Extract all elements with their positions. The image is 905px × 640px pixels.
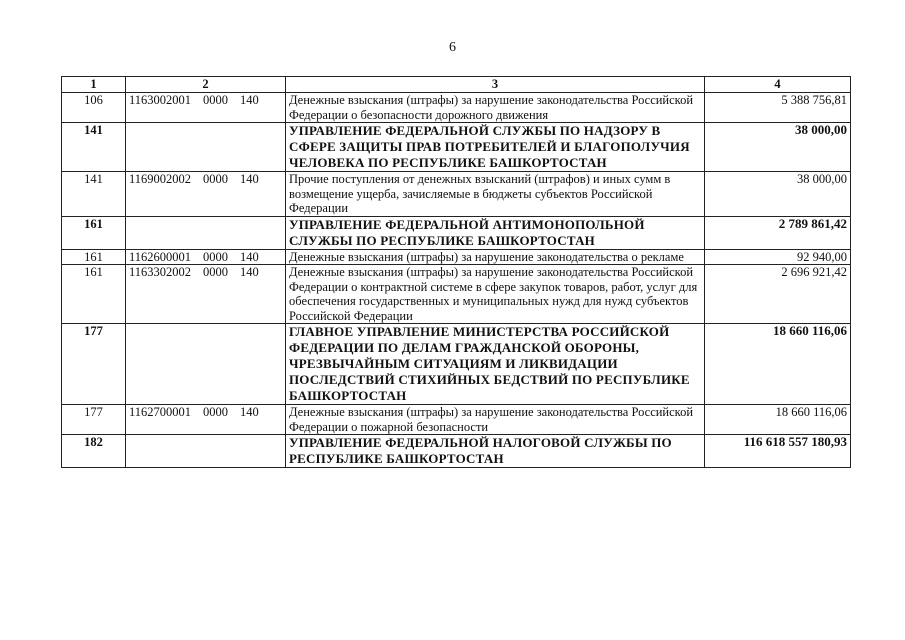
revenue-name-cell: Денежные взыскания (штрафы) за нарушение законодательства Российской Федерации о пожарной безопасности: [286, 405, 705, 435]
amount-cell: 116 618 557 180,93: [705, 435, 851, 468]
administrator-name-cell: УПРАВЛЕНИЕ ФЕДЕРАЛЬНОЙ СЛУЖБЫ ПО НАДЗОРУ В СФЕРЕ ЗАЩИТЫ ПРАВ ПОТРЕБИТЕЛЕЙ И БЛАГОПОЛУЧИЯ ЧЕЛОВЕКА ПО РЕСПУБЛИКЕ БАШКОРТОСТАН: [286, 123, 705, 172]
table-row: [62, 249, 851, 265]
amount-cell: 18 660 116,06: [705, 405, 851, 435]
code-program: 0000: [203, 405, 229, 419]
administrator-name-cell: УПРАВЛЕНИЕ ФЕДЕРАЛЬНОЙ АНТИМОНОПОЛЬНОЙ СЛУЖБЫ ПО РЕСПУБЛИКЕ БАШКОРТОСТАН: [286, 216, 705, 249]
code-kosgu: 140: [240, 405, 259, 419]
revenue-name-cell: Денежные взыскания (штрафы) за нарушение законодательства Российской Федерации о контрактной системе в сфере закупок товаров, работ, услуг для обеспечения государственных и муниципальных нужд для нужд субъектов Российской Федерации: [286, 265, 705, 324]
admin-code-cell: 161: [62, 265, 126, 324]
amount-cell: 2 696 921,42: [705, 265, 851, 324]
amount-cell: 38 000,00: [705, 172, 851, 217]
code-main: 1163002001: [129, 93, 192, 107]
column-header-3: 3: [286, 77, 705, 93]
administrator-name-cell: ГЛАВНОЕ УПРАВЛЕНИЕ МИНИСТЕРСТВА РОССИЙСКОЙ ФЕДЕРАЦИИ ПО ДЕЛАМ ГРАЖДАНСКОЙ ОБОРОНЫ, ЧРЕЗВЫЧАЙНЫМ СИТУАЦИЯМ И ЛИКВИДАЦИИ ПОСЛЕДСТВИЙ СТИХИЙНЫХ БЕДСТВИЙ ПО РЕСПУБЛИКЕ БАШКОРТОСТАН: [286, 324, 705, 405]
admin-code-cell: 161: [62, 216, 126, 249]
administrator-row: [62, 324, 851, 405]
amount-cell: 18 660 116,06: [705, 324, 851, 405]
code-main: 1162700001: [129, 405, 192, 419]
admin-code-cell: 177: [62, 324, 126, 405]
admin-code-cell: 161: [62, 249, 126, 265]
code-main: 1162600001: [129, 249, 192, 264]
code-kosgu: 140: [240, 93, 259, 107]
column-header-2: 2: [126, 77, 286, 93]
revenue-code-cell: [126, 216, 286, 249]
table-row: [62, 93, 851, 123]
admin-code-cell: 177: [62, 405, 126, 435]
revenue-code-cell: [126, 405, 286, 435]
table-row: [62, 265, 851, 324]
code-program: 0000: [203, 93, 229, 107]
amount-cell: 2 789 861,42: [705, 216, 851, 249]
revenue-table: [61, 76, 851, 468]
revenue-code-cell: [126, 123, 286, 172]
revenue-name-cell: Прочие поступления от денежных взысканий (штрафов) и иных сумм в возмещение ущерба, зачисляемые в бюджеты субъектов Российской Федерации: [286, 172, 705, 217]
table-row: [62, 405, 851, 435]
revenue-name-cell: Денежные взыскания (штрафы) за нарушение законодательства Российской Федерации о безопасности дорожного движения: [286, 93, 705, 123]
revenue-code-cell: [126, 265, 286, 324]
revenue-name-cell: Денежные взыскания (штрафы) за нарушение законодательства о рекламе: [286, 249, 705, 265]
table-row: [62, 172, 851, 217]
amount-cell: 38 000,00: [705, 123, 851, 172]
amount-cell: 92 940,00: [705, 249, 851, 265]
administrator-name-cell: УПРАВЛЕНИЕ ФЕДЕРАЛЬНОЙ НАЛОГОВОЙ СЛУЖБЫ ПО РЕСПУБЛИКЕ БАШКОРТОСТАН: [286, 435, 705, 468]
code-kosgu: 140: [240, 265, 259, 279]
admin-code-cell: 141: [62, 172, 126, 217]
column-header-1: 1: [62, 77, 126, 93]
admin-code-cell: 182: [62, 435, 126, 468]
revenue-code-cell: [126, 249, 286, 265]
code-main: 1169002002: [129, 172, 192, 186]
administrator-row: [62, 123, 851, 172]
code-kosgu: 140: [240, 249, 259, 264]
code-program: 0000: [203, 249, 229, 264]
table-body: [62, 93, 851, 468]
admin-code-cell: 141: [62, 123, 126, 172]
code-program: 0000: [203, 265, 229, 279]
column-header-4: 4: [705, 77, 851, 93]
table-header-row: [62, 77, 851, 93]
amount-cell: 5 388 756,81: [705, 93, 851, 123]
revenue-code-cell: [126, 93, 286, 123]
administrator-row: [62, 216, 851, 249]
administrator-row: [62, 435, 851, 468]
revenue-code-cell: [126, 172, 286, 217]
page-number: 6: [449, 40, 456, 55]
code-program: 0000: [203, 172, 229, 186]
revenue-code-cell: [126, 435, 286, 468]
code-main: 1163302002: [129, 265, 192, 279]
admin-code-cell: 106: [62, 93, 126, 123]
code-kosgu: 140: [240, 172, 259, 186]
revenue-code-cell: [126, 324, 286, 405]
